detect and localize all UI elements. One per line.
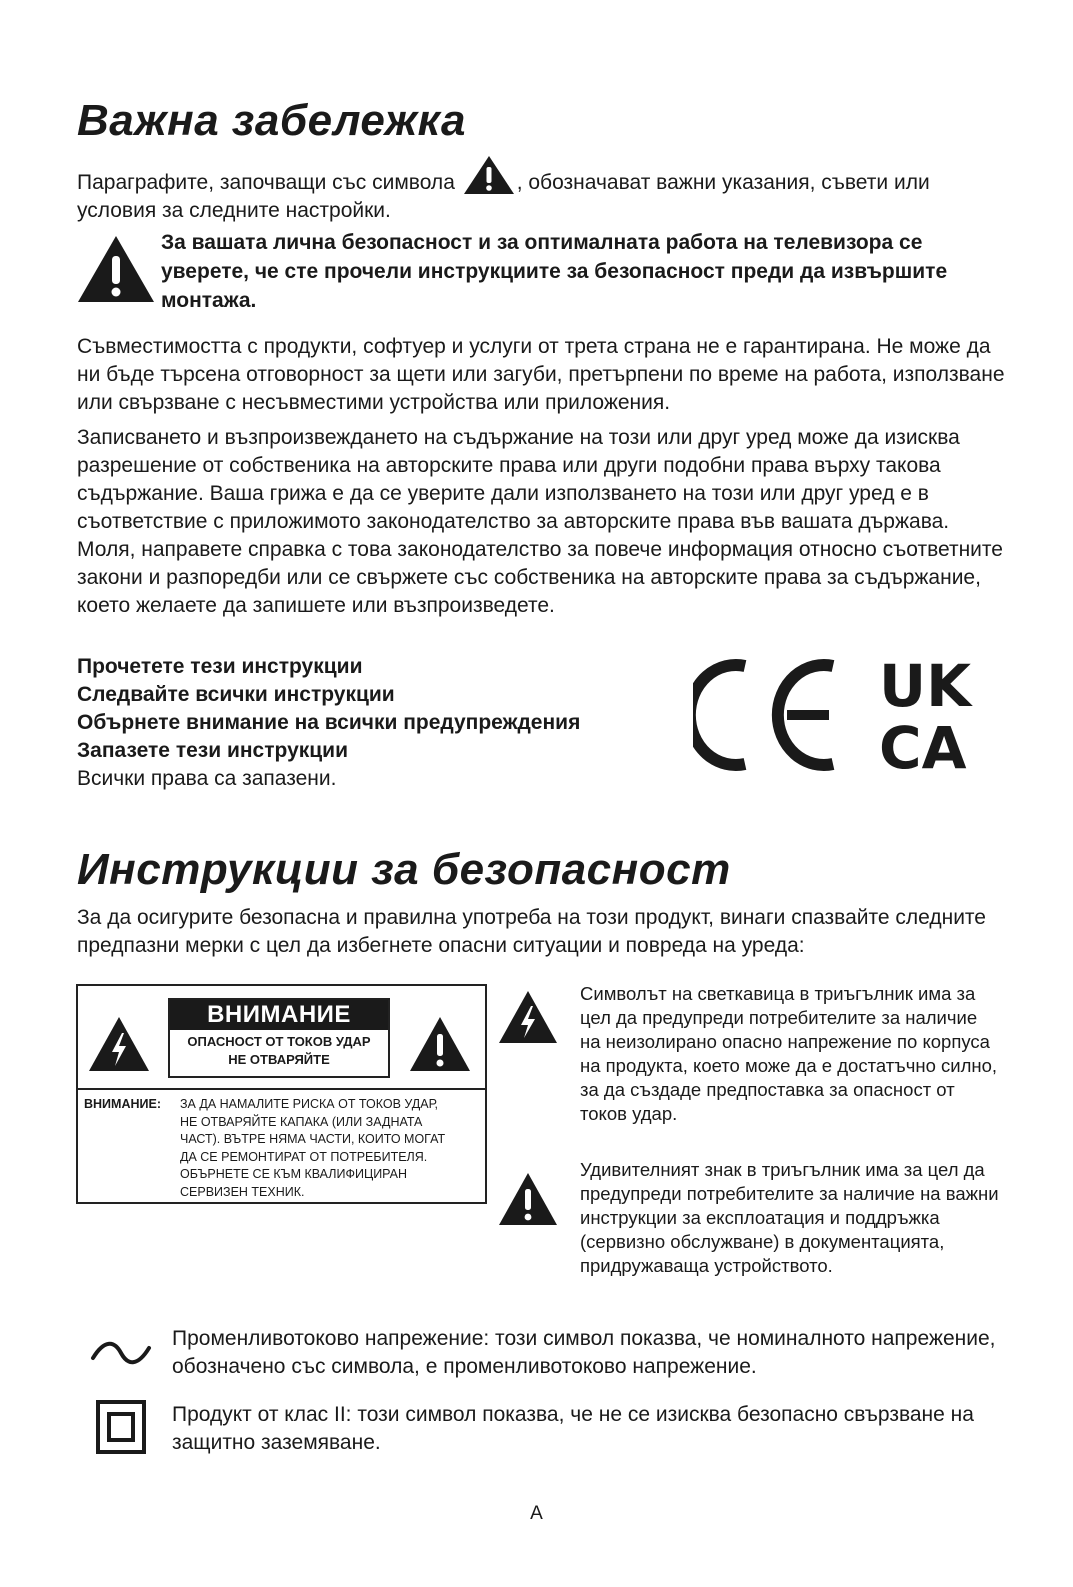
caution-subtitle-1: ОПАСНОСТ ОТ ТОКОВ УДАР	[187, 1034, 371, 1049]
caution-body-line: СЕРВИЗЕН ТЕХНИК.	[180, 1184, 305, 1199]
compatibility-paragraph: Съвместимостта с продукти, софтуер и услуги от трета страна не е гарантирана. Не може да ни бъде търсена отговорност за щети или загуби, претърпени по време на работа, използване или свързване с несъвместими устройства или приложения.	[77, 335, 1005, 414]
page-number: A	[530, 1503, 543, 1524]
safety-intro-paragraph: За да осигурите безопасна и правилна употреба на този продукт, винаги спазвайте следните предпазни мерки с цел да избегнете опасни ситуации и повреда на уреда:	[77, 906, 986, 957]
warning-triangle-icon	[463, 155, 515, 195]
intro-text-before: Параграфите, започващи със символа	[77, 171, 461, 194]
class2-description: Продукт от клас II: този символ показва, че не се изисква безопасно свързване на защитно заземяване.	[172, 1403, 974, 1454]
caution-title: ВНИМАНИЕ	[170, 1000, 388, 1030]
ukca-mark-icon	[879, 656, 973, 774]
intro-paragraph	[77, 155, 1007, 225]
ukca-bottom-text: CA	[879, 714, 967, 774]
caution-body-text	[180, 1096, 490, 1201]
safety-warning-text: За вашата лична безопасност и за оптималната работа на телевизора се уверете, че сте прочели инструкциите за безопасност преди да извършите монтажа.	[161, 231, 948, 312]
caution-body-line: ДА СЕ РЕМОНТИРАТ ОТ ПОТРЕБИТЕЛЯ.	[180, 1149, 428, 1164]
warning-triangle-icon	[77, 234, 155, 304]
caution-subtitle-2: НЕ ОТВАРЯЙТЕ	[228, 1052, 330, 1067]
recording-paragraph: Записването и възпроизвеждането на съдържание на този или друг уред може да изисква разрешение от собственика на авторските права или други подобни права върху такова съдържание. Ваша грижа е да се уверите дали използването на този или друг уред е в съответствие с приложимото законодателство за авторските права във вашата държава. Моля, направете справка с това законодателство за повече информация относно съответните закони и разпоредби или се свържете със собственика на авторските права за съдържание, което желаете да запишете или възпроизведете.	[77, 426, 1003, 617]
caution-label-center	[168, 998, 390, 1078]
caution-body-line: ЧАСТ). ВЪТРЕ НЯМА ЧАСТИ, КОИТО МОГАТ	[180, 1132, 446, 1146]
instruction-item: Запазете тези инструкции	[77, 739, 348, 762]
ac-voltage-description: Променливотоково напрежение: този символ показва, че номиналното напрежение, обозначено със символа, е променливотоково напрежение.	[172, 1327, 996, 1378]
safety-warning-block	[77, 228, 1017, 318]
ce-mark-icon	[693, 665, 833, 765]
lightning-triangle-icon	[88, 1016, 150, 1072]
instruction-item: Прочетете тези инструкции	[77, 655, 363, 678]
lightning-triangle-icon	[498, 990, 558, 1044]
rights-reserved-text: Всички права са запазени.	[77, 767, 337, 790]
caution-label-header	[78, 986, 485, 1090]
certification-marks	[693, 656, 993, 774]
caution-body-label: ВНИМАНИЕ:	[84, 1097, 161, 1111]
caution-body-line: ЗА ДА НАМАЛИТЕ РИСКА ОТ ТОКОВ УДАР,	[180, 1097, 439, 1111]
section-title-important-note: Важна забележка	[77, 96, 466, 145]
instruction-item: Следвайте всички инструкции	[77, 683, 395, 706]
ukca-top-text: UK	[879, 656, 972, 720]
intro-text-after: , обозначават важни указания, съвети или условия за следните настройки.	[77, 171, 930, 222]
caution-label-box	[76, 984, 487, 1204]
double-square-icon	[96, 1400, 146, 1454]
caution-body-line: ОБЪРНЕТЕ СЕ КЪМ КВАЛИФИЦИРАН	[180, 1167, 408, 1181]
lightning-symbol-description: Символът на светкавица в триъгълник има за цел да предупреди потребителите за наличие на неизолирано опасно напрежение по корпуса на продукта, което може да е достатъчно силно, за да създаде предпоставка за опасност от токов удар.	[580, 983, 998, 1124]
section-title-safety: Инструкции за безопасност	[77, 845, 731, 894]
warning-triangle-icon	[409, 1016, 471, 1072]
exclamation-symbol-description: Удивителният знак в триъгълник има за цел да предупреди потребителите за наличие на важни инструкции за експлоатация и поддръжка (сервизно обслужване) в документацията, придружаваща устройството.	[580, 1159, 999, 1276]
ac-wave-icon	[90, 1338, 152, 1368]
warning-triangle-icon	[498, 1172, 558, 1226]
caution-body-line: НЕ ОТВАРЯЙТЕ КАПАКА (ИЛИ ЗАДНАТА	[180, 1114, 423, 1129]
instructions-list	[77, 653, 697, 793]
instruction-item: Обърнете внимание на всички предупреждения	[77, 711, 581, 734]
